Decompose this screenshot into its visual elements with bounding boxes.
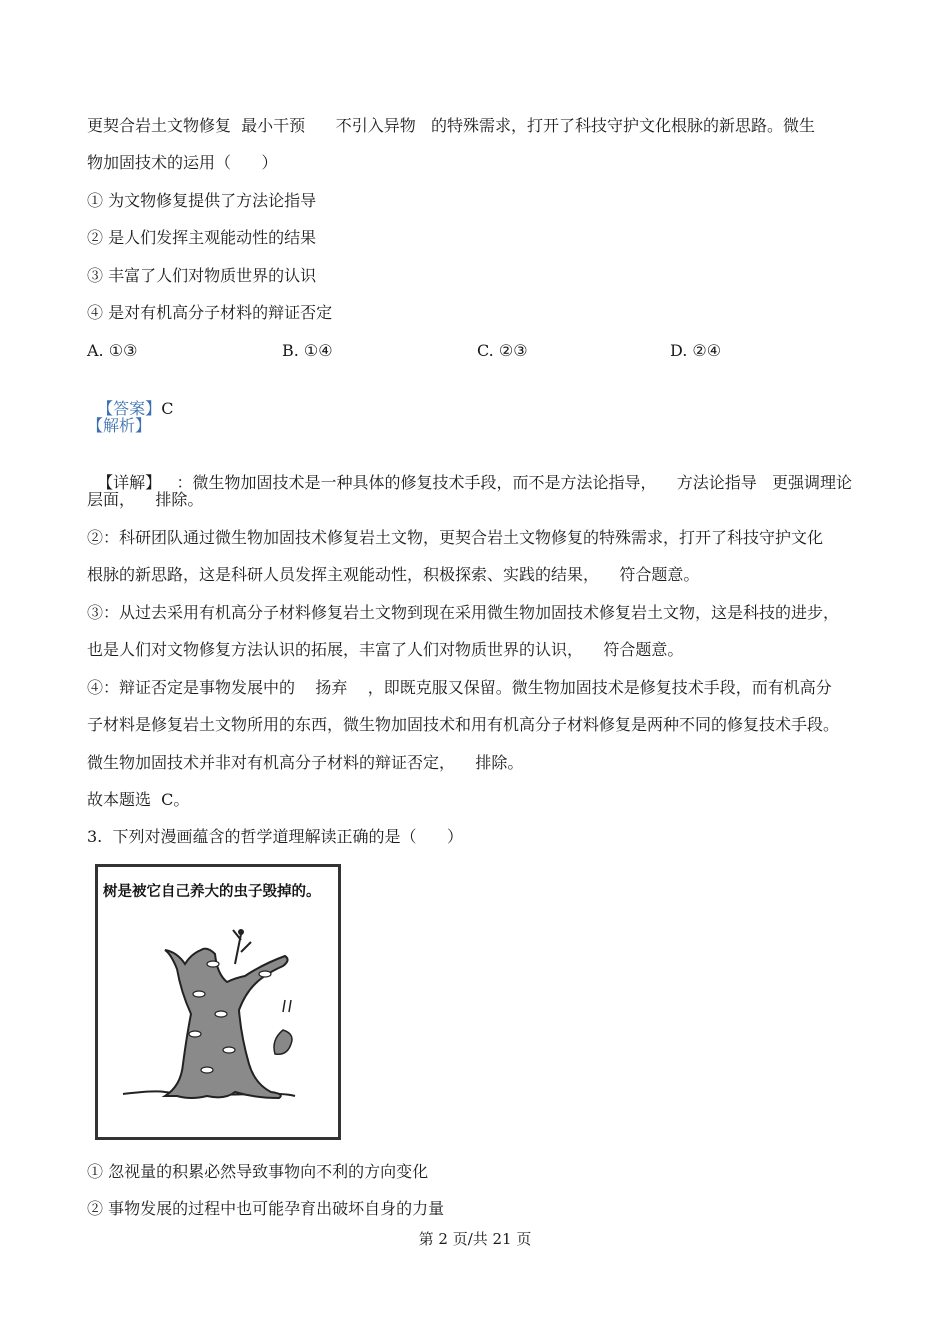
detail-line-2: 层面， 排除。 [87,490,204,509]
worm [207,961,219,967]
detail-line-3: ②：科研团队通过微生物加固技术修复岩土文物，更契合岩土文物修复的特殊需求，打开了科技守护文化 [87,528,824,547]
detail-line-9: 微生物加固技术并非对有机高分子材料的辩证否定， 排除。 [87,753,524,772]
conclusion: 故本题选 C。 [87,790,190,809]
answer-value: C [161,399,174,418]
q2-option-d: D. ②④ [670,341,722,360]
detail-line-7: ④：辩证否定是事物发展中的 扬弃 ，即既克服又保留。微生物加固技术是修复技术手段，而有机高分 [87,678,832,697]
detail-line-8: 子材料是修复岩土文物所用的东西，微生物加固技术和用有机高分子材料修复是两种不同的修复技术手段。 [87,715,840,734]
q2-item-3: ③ 丰富了人们对物质世界的认识 [87,266,317,285]
q2-item-2: ② 是人们发挥主观能动性的结果 [87,228,317,247]
worm [189,1031,201,1037]
branch-bud [238,929,244,935]
q2-stem-line2: 物加固技术的运用（ ） [87,153,278,172]
detail-line-6: 也是人们对文物修复方法认识的拓展，丰富了人们对物质世界的认识， 符合题意。 [87,640,684,659]
answer-tag: 【答案】 [97,399,162,418]
detail-line-4: 根脉的新思路，这是科研人员发挥主观能动性，积极探索、实践的结果， 符合题意。 [87,565,700,584]
q3-item-1: ① 忽视量的积累必然导致事物向不利的方向变化 [87,1162,429,1181]
worm [201,1067,213,1073]
q2-stem-line1: 更契合岩土文物修复 最小干预 不引入异物 的特殊需求，打开了科技守护文化根脉的新思路。微生 [87,116,815,135]
analysis-tag: 【解析】 [87,416,152,435]
q3-item-2: ② 事物发展的过程中也可能孕育出破坏自身的力量 [87,1199,445,1218]
worm [223,1047,235,1053]
detail-line-5: ③：从过去采用有机高分子材料修复岩土文物到现在采用微生物加固技术修复岩土文物，这是科技的进步， [87,603,840,622]
q2-option-a: A. ①③ [87,341,138,360]
q3-stem: 3. 下列对漫画蕴含的哲学道理解读正确的是（ ） [87,827,463,846]
detail-line-1 [87,453,852,493]
answer-line [87,379,173,419]
q2-option-c: C. ②③ [477,341,528,360]
detail-text-1: ：微生物加固技术是一种具体的修复技术手段，而不是方法论指导， 方法论指导 更强调理论 [161,473,853,492]
worm [193,991,205,997]
q2-option-b: B. ①④ [282,341,333,360]
worm [259,971,271,977]
detail-tag: 【详解】 [97,473,162,492]
page-footer: 第 2 页/共 21 页 [418,1230,532,1248]
tree-cartoon [95,864,341,1140]
worm [215,1011,227,1017]
q2-item-1: ① 为文物修复提供了方法论指导 [87,191,317,210]
q2-item-4: ④ 是对有机高分子材料的辩证否定 [87,303,333,322]
cartoon-caption: 树是被它自己养大的虫子毁掉的。 [103,883,321,900]
